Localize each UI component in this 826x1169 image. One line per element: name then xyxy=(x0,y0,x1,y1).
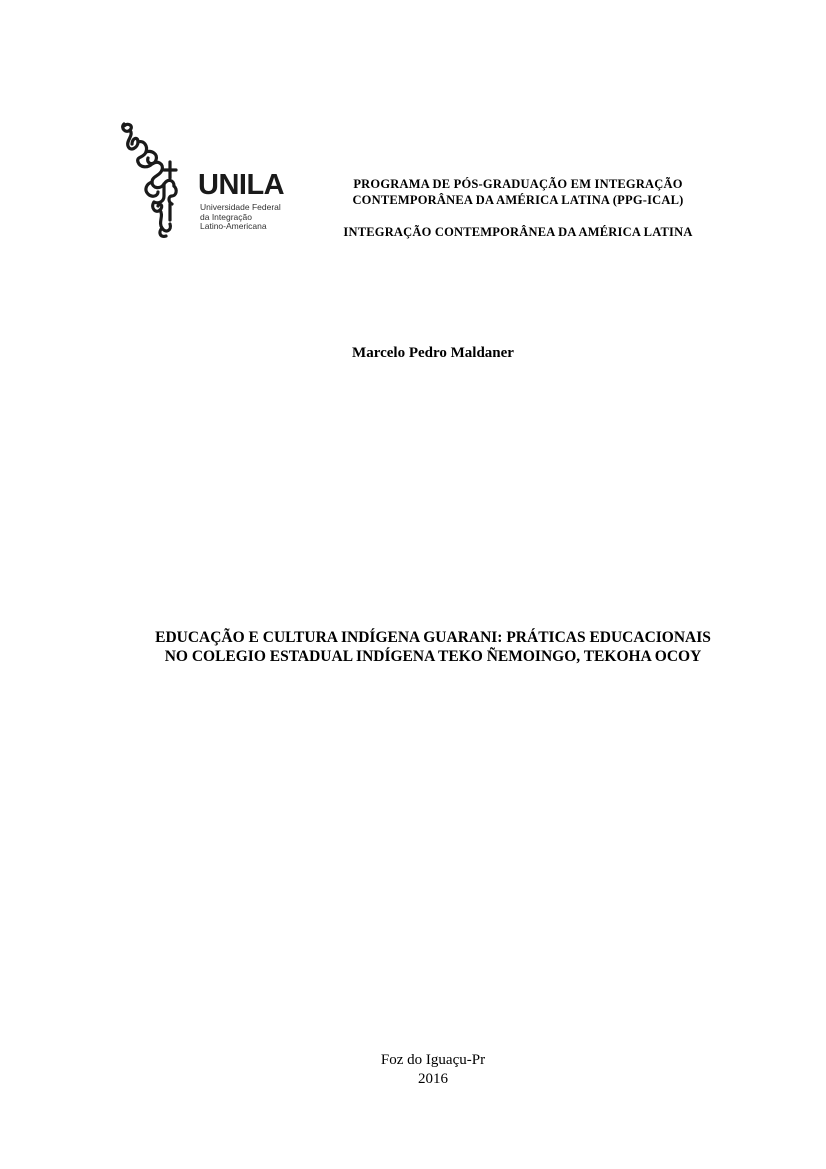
year: 2016 xyxy=(418,1071,448,1087)
program-name xyxy=(318,176,718,208)
thesis-title-line: EDUCAÇÃO E CULTURA INDÍGENA GUARANI: PRÁTICAS EDUCACIONAIS xyxy=(155,629,711,646)
logo-name: UNILA xyxy=(198,169,285,201)
author-name: Marcelo Pedro Maldaner xyxy=(352,345,514,361)
research-line: INTEGRAÇÃO CONTEMPORÂNEA DA AMÉRICA LATINA xyxy=(343,225,693,239)
unila-logo xyxy=(118,118,285,240)
program-name-line: CONTEMPORÂNEA DA AMÉRICA LATINA (PPG-ICAL) xyxy=(352,193,684,207)
thesis-title-line: NO COLEGIO ESTADUAL INDÍGENA TEKO ÑEMOINGO, TEKOHA OCOY xyxy=(164,648,702,665)
logo-subtitle-line: da Integração xyxy=(200,211,252,222)
logo-subtitle-line: Latino-Americana xyxy=(200,221,267,231)
unila-logo-icon xyxy=(118,118,200,240)
logo-subtitle-line: Universidade Federal xyxy=(200,202,281,212)
place-and-year xyxy=(0,1051,826,1089)
program-name-line: PROGRAMA DE PÓS-GRADUAÇÃO EM INTEGRAÇÃO xyxy=(353,177,683,191)
logo-subtitle xyxy=(200,203,281,232)
thesis-title xyxy=(60,628,806,666)
place: Foz do Iguaçu-Pr xyxy=(380,1052,486,1068)
